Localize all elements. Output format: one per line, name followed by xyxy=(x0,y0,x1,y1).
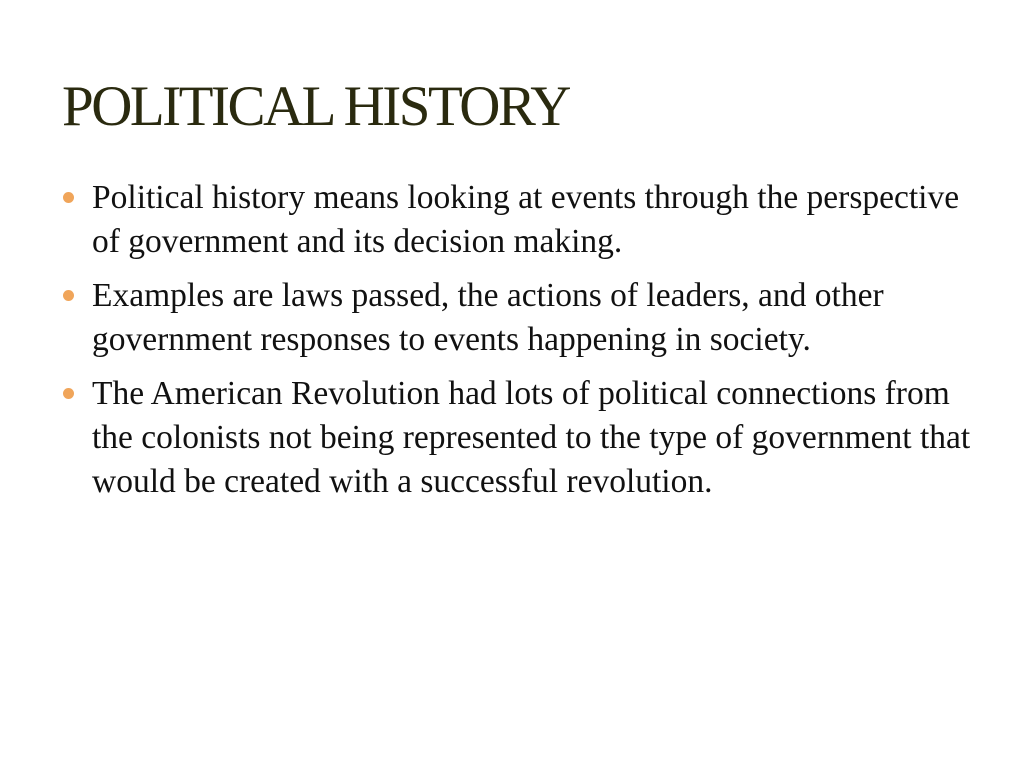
bullet-list xyxy=(62,176,982,514)
bullet-item xyxy=(62,274,982,362)
bullet-item xyxy=(62,372,982,504)
bullet-text: Political history means looking at events through the perspective of government and its decision making. xyxy=(92,179,960,260)
bullet-dot-icon xyxy=(63,290,74,301)
slide-title: POLITICAL HISTORY xyxy=(62,75,569,138)
bullet-dot-icon xyxy=(63,388,74,399)
bullet-text: Examples are laws passed, the actions of leaders, and other government responses to events happening in society. xyxy=(92,277,884,358)
bullet-dot-icon xyxy=(63,192,74,203)
bullet-item xyxy=(62,176,982,264)
bullet-text: The American Revolution had lots of political connections from the colonists not being represented to the type of government that would be created with a successful revolution. xyxy=(92,375,971,500)
